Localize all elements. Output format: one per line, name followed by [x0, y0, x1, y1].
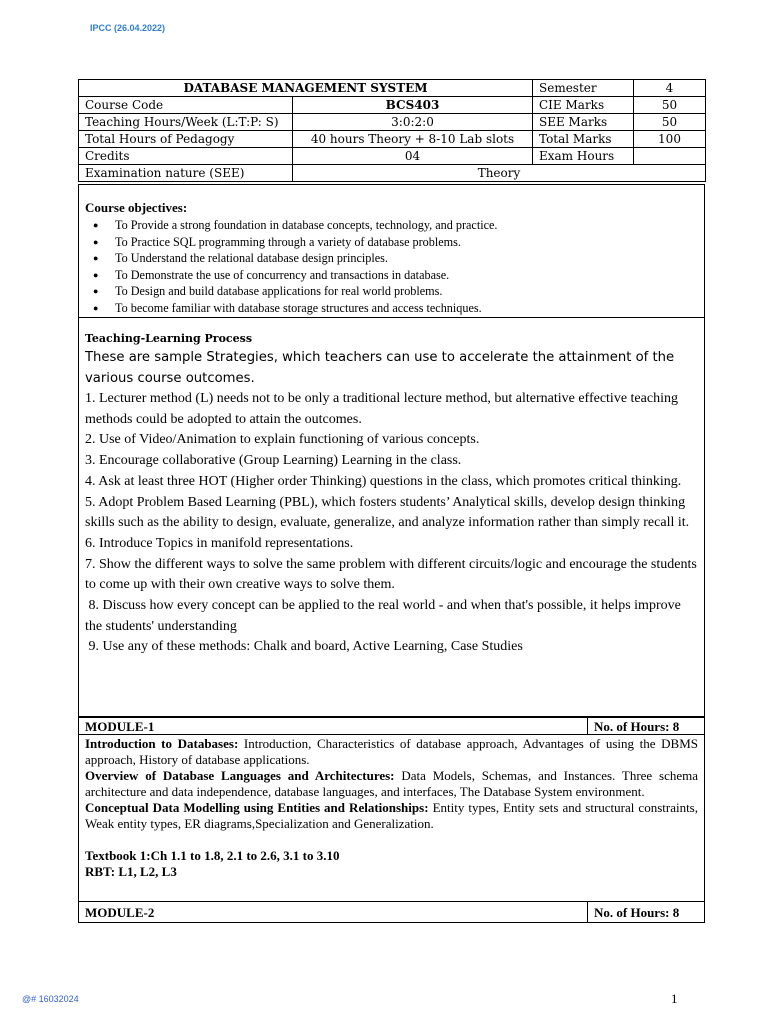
strategy-item: 1. Lecturer method (L) needs not to be only a traditional lecture method, but alternative effective teaching methods could be adopted to attain the outcomes. — [85, 391, 678, 427]
module-1-label: MODULE-1 — [85, 719, 155, 734]
document-header-tag: IPCC (26.04.2022) — [90, 23, 166, 33]
strategy-item: 9. Use any of these methods: Chalk and board, Active Learning, Case Studies — [85, 639, 523, 655]
semester-value: 4 — [634, 80, 706, 97]
section-heading: Overview of Database Languages and Architectures: — [85, 768, 395, 783]
semester-label: Semester — [533, 80, 634, 97]
module-1-textbook: Textbook 1:Ch 1.1 to 1.8, 2.1 to 2.6, 3.1 to 3.10 — [85, 848, 340, 863]
module-1-section — [85, 736, 698, 768]
exam-hours-value — [634, 148, 706, 165]
course-title: DATABASE MANAGEMENT SYSTEM — [79, 80, 533, 97]
exam-nature-value: Theory — [293, 165, 706, 182]
module-1-content — [78, 734, 705, 902]
module-1-header — [78, 717, 705, 735]
strategy-item: 7. Show the different ways to solve the same problem with different circuits/logic and encourage the students to come up with their own creative ways to solve them. — [85, 556, 697, 593]
module-1-hours: No. of Hours: 8 — [587, 718, 706, 735]
teaching-learning-intro: These are sample Strategies, which teachers can use to accelerate the attainment of the various course outcomes. — [85, 350, 675, 386]
objectives-title: Course objectives: — [85, 200, 188, 215]
credits-label: Credits — [79, 148, 293, 165]
teaching-learning-title: Teaching-Learning Process — [85, 332, 253, 345]
strategy-item: 8. Discuss how every concept can be applied to the real world - and when that's possible, it helps improve the students' understanding — [85, 598, 685, 634]
total-marks-value: 100 — [634, 131, 706, 148]
see-marks-label: SEE Marks — [533, 114, 634, 131]
pedagogy-hours-value: 40 hours Theory + 8-10 Lab slots — [293, 131, 533, 148]
strategy-item: 3. Encourage collaborative (Group Learning) Learning in the class. — [85, 453, 462, 469]
objective-item: ● To Design and build database applications for real world problems. — [115, 283, 704, 300]
strategy-item: 4. Ask at least three HOT (Higher order Thinking) questions in the class, which promotes critical thinking. — [85, 473, 682, 489]
credits-value: 04 — [293, 148, 533, 165]
cie-marks-label: CIE Marks — [533, 97, 634, 114]
module-2-hours: No. of Hours: 8 — [587, 902, 706, 923]
module-2-header — [78, 901, 705, 923]
course-code-label: Course Code — [79, 97, 293, 114]
footer-code: @# 16032024 — [22, 994, 79, 1004]
module-1-rbt: RBT: L1, L2, L3 — [85, 864, 177, 879]
objective-item: ● To Understand the relational database design principles. — [115, 250, 704, 267]
objectives-list — [85, 217, 704, 316]
teaching-learning-section — [78, 317, 705, 717]
teaching-hours-value: 3:0:2:0 — [293, 114, 533, 131]
strategy-item: 6. Introduce Topics in manifold representations. — [85, 535, 354, 551]
exam-hours-label: Exam Hours — [533, 148, 634, 165]
module-1-section — [85, 768, 698, 800]
course-code-value: BCS403 — [293, 97, 533, 114]
cie-marks-value: 50 — [634, 97, 706, 114]
pedagogy-hours-label: Total Hours of Pedagogy — [79, 131, 293, 148]
section-heading: Conceptual Data Modelling using Entities and Relationships: — [85, 800, 429, 815]
section-heading: Introduction to Databases: — [85, 736, 239, 751]
course-objectives-section — [78, 184, 705, 318]
section-text: Entity types, Entity sets and structural constraints, Weak entity types, ER diagrams,Specialization and Generalization. — [85, 800, 698, 831]
page-number: 1 — [671, 991, 678, 1006]
objective-item: ● To Practice SQL programming through a variety of database problems. — [115, 234, 704, 251]
strategy-item: 2. Use of Video/Animation to explain functioning of various concepts. — [85, 432, 480, 448]
objective-item: ● To become familiar with database storage structures and access techniques. — [115, 300, 704, 317]
section-text: Introduction, Characteristics of database approach, Advantages of using the DBMS approach, History of database applications. — [85, 736, 698, 767]
see-marks-value: 50 — [634, 114, 706, 131]
teaching-hours-label: Teaching Hours/Week (L:T:P: S) — [79, 114, 293, 131]
module-2-label: MODULE-2 — [85, 905, 155, 920]
total-marks-label: Total Marks — [533, 131, 634, 148]
course-info-table — [78, 79, 706, 182]
exam-nature-label: Examination nature (SEE) — [79, 165, 293, 182]
strategy-item: 5. Adopt Problem Based Learning (PBL), which fosters students’ Analytical skills, develop design thinking skills such as the ability to design, evaluate, generalize, and analyze information rather than simply recall it. — [85, 494, 690, 531]
objective-item: ● To Provide a strong foundation in database concepts, technology, and practice. — [115, 217, 704, 234]
section-text: Data Models, Schemas, and Instances. Three schema architecture and data independence, database languages, and interfaces, The Database System environment. — [85, 768, 698, 799]
module-1-section — [85, 800, 698, 832]
objective-item: ● To Demonstrate the use of concurrency and transactions in database. — [115, 267, 704, 284]
